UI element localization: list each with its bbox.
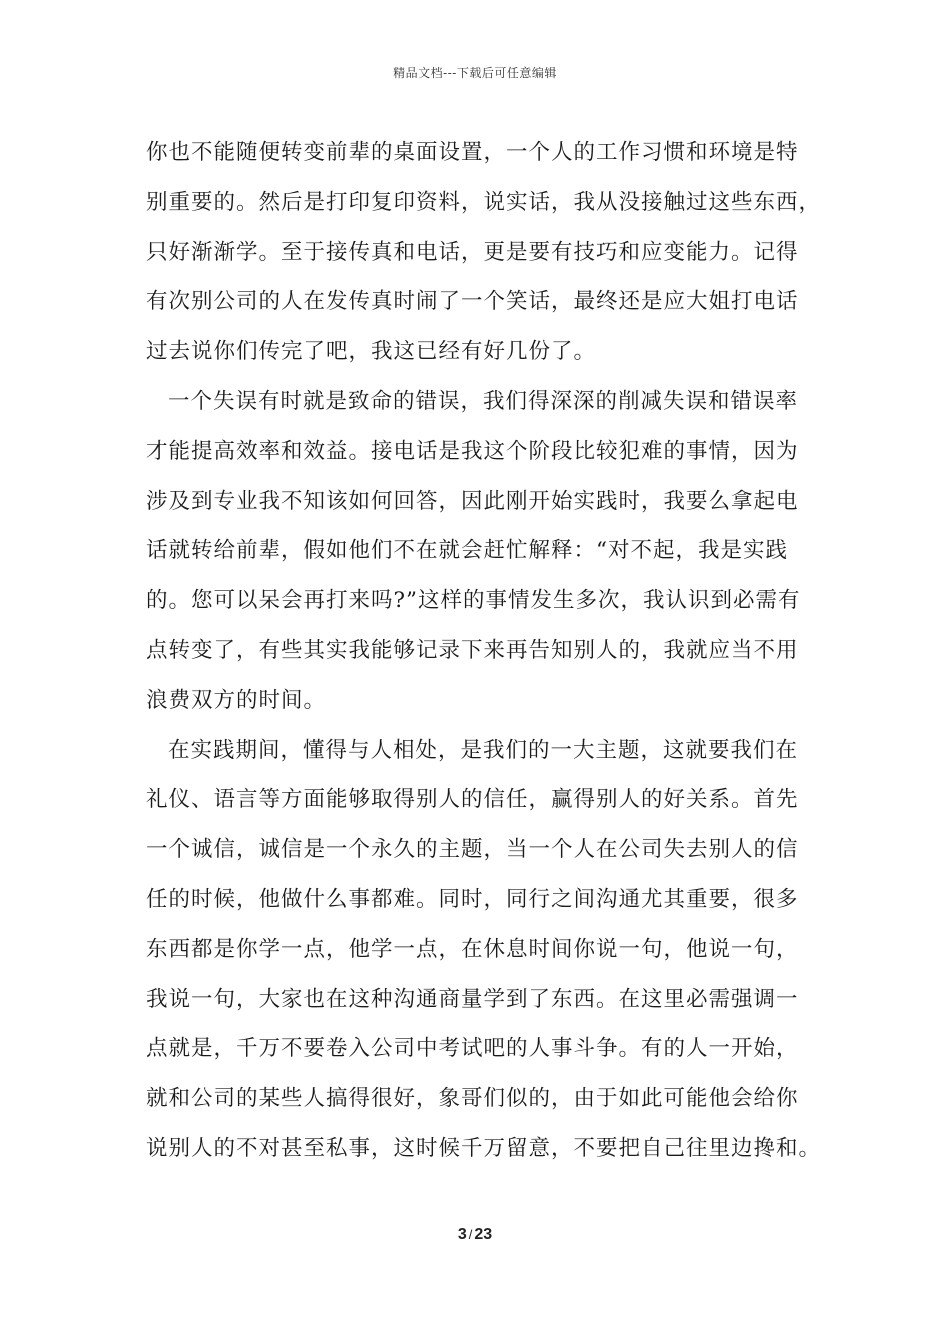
text-line: 点转变了，有些其实我能够记录下来再告知别人的，我就应当不用 (146, 637, 799, 663)
text-line: 浪费双方的时间。 (146, 687, 327, 713)
text-line: 点就是，千万不要卷入公司中考试吧的人事斗争。有的人一开始， (146, 1036, 799, 1062)
paragraph-first-line: 在实践期间，懂得与人相处，是我们的一大主题，这就要我们在 (168, 737, 799, 763)
text-line: 一个诚信，诚信是一个永久的主题，当一个人在公司失去别人的信 (146, 837, 799, 863)
text-line: 别重要的。然后是打印复印资料，说实话，我从没接触过这些东西， (146, 189, 822, 215)
text-line: 东西都是你学一点，他学一点，在休息时间你说一句，他说一句， (146, 936, 799, 962)
text-line: 我说一句，大家也在这种沟通商量学到了东西。在这里必需强调一 (146, 986, 799, 1012)
text-line: 你也不能随便转变前辈的桌面设置，一个人的工作习惯和环境是特 (146, 140, 799, 165)
page-separator: / (468, 1227, 473, 1242)
total-page-count: 23 (474, 1226, 493, 1243)
text-line: 的。您可以呆会再打来吗?”这样的事情发生多次，我认识到必需有 (146, 588, 801, 614)
body-text (146, 128, 826, 1174)
text-line: 有次别公司的人在发传真时闹了一个笑话，最终还是应大姐打电话 (146, 289, 799, 315)
text-line: 只好渐渐学。至于接传真和电话，更是要有技巧和应变能力。记得 (146, 239, 799, 265)
paragraph-first-line: 一个失误有时就是致命的错误，我们得深深的削减失误和错误率 (168, 388, 799, 414)
text-line: 过去说你们传完了吧，我这已经有好几份了。 (146, 339, 597, 365)
text-line: 说别人的不对甚至私事，这时候千万留意，不要把自己往里边搀和。 (146, 1135, 822, 1161)
text-line: 礼仪、语言等方面能够取得别人的信任，赢得别人的好关系。首先 (146, 787, 799, 813)
page-number (0, 1226, 950, 1244)
text-line: 涉及到专业我不知该如何回答，因此刚开始实践时，我要么拿起电 (146, 488, 799, 514)
text-line: 任的时候，他做什么事都难。同时，同行之间沟通尤其重要，很多 (146, 886, 799, 912)
current-page-number: 3 (457, 1226, 467, 1243)
text-line: 话就转给前辈，假如他们不在就会赶忙解释：“对不起，我是实践 (146, 538, 788, 564)
text-line: 才能提高效率和效益。接电话是我这个阶段比较犯难的事情，因为 (146, 438, 799, 464)
text-line: 就和公司的某些人搞得很好，象哥们似的，由于如此可能他会给你 (146, 1086, 799, 1112)
page-header: 精品文档---下载后可任意编辑 (393, 66, 557, 80)
